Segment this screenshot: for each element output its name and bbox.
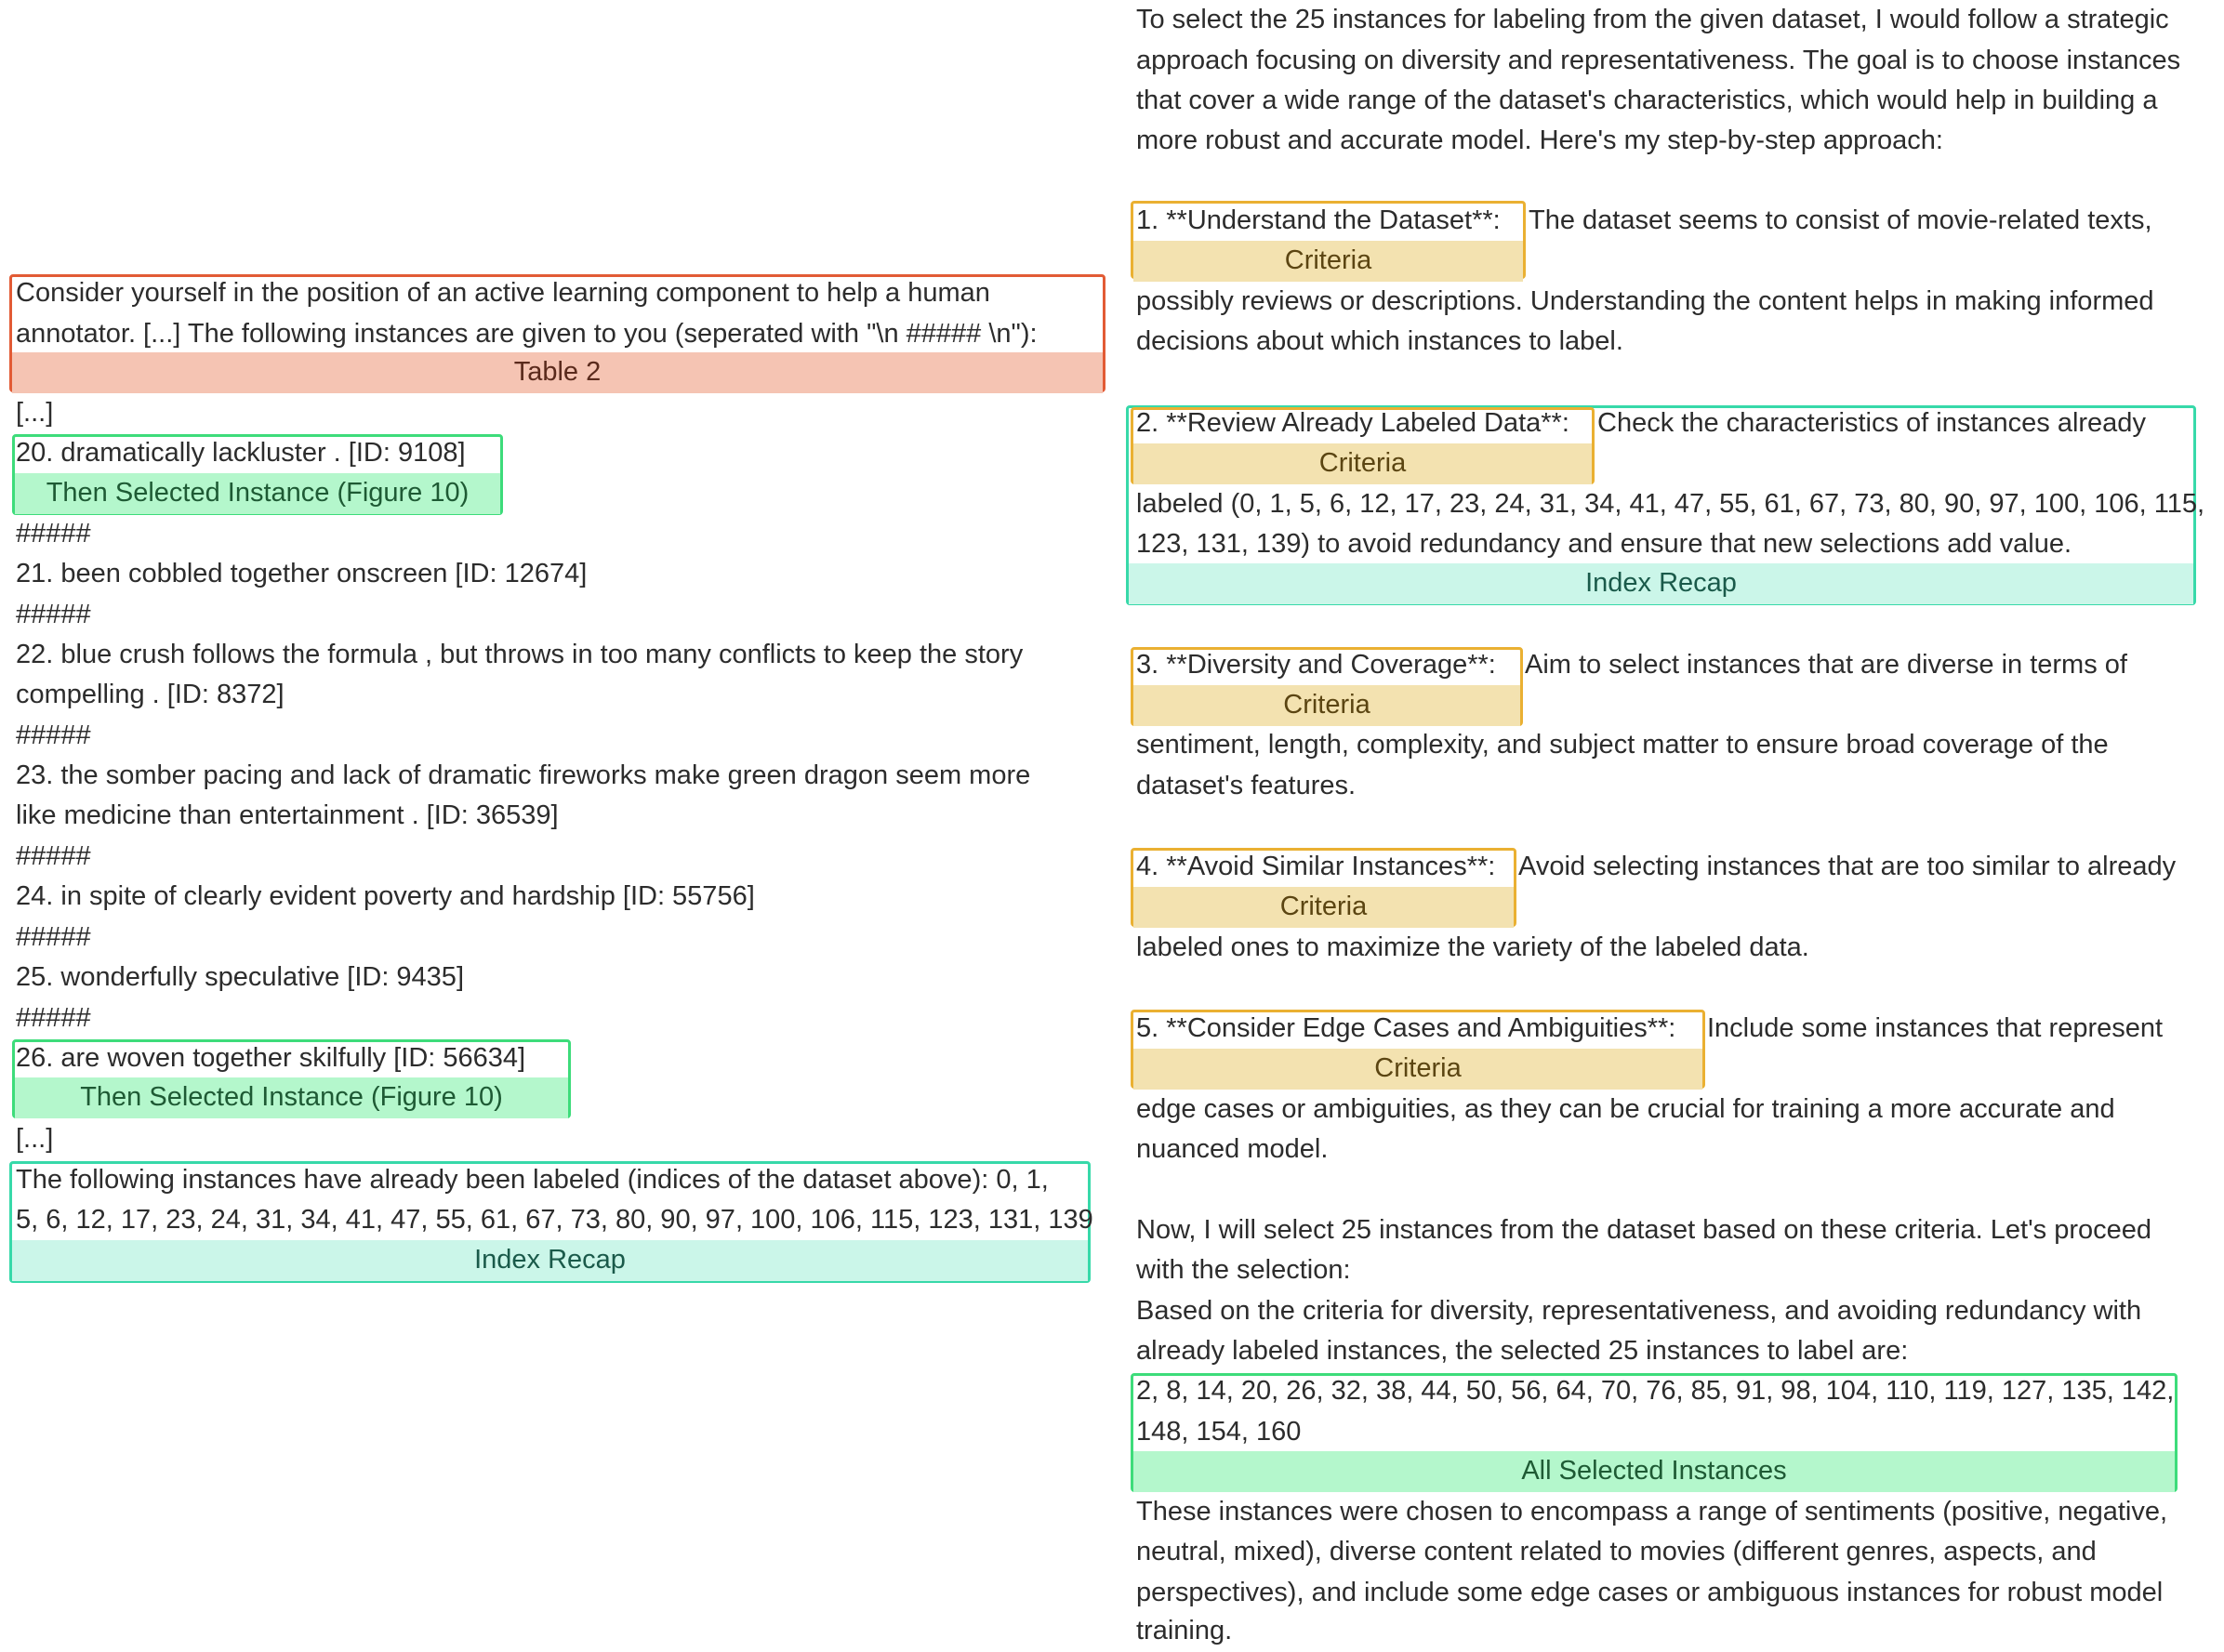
separator: ##### [16, 600, 91, 629]
item-23-line-2: like medicine than entertainment . [ID: 36539] [16, 800, 559, 830]
criterion-3-tag: Criteria [1133, 685, 1520, 726]
item-24: 24. in spite of clearly evident poverty and hardship [ID: 55756] [16, 881, 755, 911]
item-22-line-2: compelling . [ID: 8372] [16, 680, 285, 709]
criterion-1-heading: 1. **Understand the Dataset**: [1136, 205, 1501, 235]
item-20: 20. dramatically lackluster . [ID: 9108] [16, 438, 466, 468]
item-20-tag: Then Selected Instance (Figure 10) [15, 473, 500, 514]
criterion-3-line-1: sentiment, length, complexity, and subject matter to ensure broad coverage of the [1136, 730, 2109, 760]
criterion-4-line-1: labeled ones to maximize the variety of the labeled data. [1136, 932, 1809, 962]
separator: ##### [16, 519, 91, 548]
selected-instances-tag: All Selected Instances [1133, 1451, 2175, 1492]
criterion-2-line-2: 123, 131, 139) to avoid redundancy and ensure that new selections add value. [1136, 529, 2072, 559]
final-line-4: training. [1136, 1616, 1233, 1645]
criterion-3-heading: 3. **Diversity and Coverage**: [1136, 650, 1496, 680]
item-26: 26. are woven together skilfully [ID: 56634] [16, 1043, 526, 1073]
labeled-tag-index-recap: Index Recap [12, 1240, 1088, 1281]
intro-line-1: To select the 25 instances for labeling from the given dataset, I would follow a strategic [1136, 5, 2169, 34]
criterion-5-heading: 5. **Consider Edge Cases and Ambiguities**: [1136, 1013, 1676, 1043]
selected-line-2: 148, 154, 160 [1136, 1417, 1302, 1447]
criterion-4-text: Avoid selecting instances that are too similar to already [1518, 852, 2177, 881]
now-line-4: already labeled instances, the selected 25 instances to label are: [1136, 1336, 1909, 1366]
item-22-line-1: 22. blue crush follows the formula , but throws in too many conflicts to keep the story [16, 640, 1024, 669]
ellipsis-bottom: [...] [16, 1124, 54, 1154]
criterion-3-text: Aim to select instances that are diverse in terms of [1525, 650, 2127, 680]
criterion-1-tag: Criteria [1133, 241, 1523, 282]
criterion-2-recap-tag: Index Recap [1129, 563, 2193, 604]
criterion-5-tag: Criteria [1133, 1049, 1702, 1090]
final-line-1: These instances were chosen to encompass a range of sentiments (positive, negative, [1136, 1497, 2168, 1526]
criterion-1-line-2: decisions about which instances to label. [1136, 326, 1623, 356]
prompt-line-2: annotator. [...] The following instances are given to you (seperated with "\n ##### \n"): [16, 318, 1038, 349]
criterion-2-tag: Criteria [1133, 443, 1592, 484]
prompt-tag-table-2: Table 2 [12, 352, 1103, 393]
separator: ##### [16, 922, 91, 952]
item-21: 21. been cobbled together onscreen [ID: 12674] [16, 559, 588, 588]
criterion-1-text: The dataset seems to consist of movie-related texts, [1529, 205, 2152, 235]
now-line-3: Based on the criteria for diversity, representativeness, and avoiding redundancy with [1136, 1296, 2142, 1326]
labeled-line-2: 5, 6, 12, 17, 23, 24, 31, 34, 41, 47, 55, 61, 67, 73, 80, 90, 97, 100, 106, 115, 123, 131, 139 [16, 1205, 1093, 1235]
separator: ##### [16, 720, 91, 750]
criterion-2-heading: 2. **Review Already Labeled Data**: [1136, 408, 1569, 438]
item-26-tag: Then Selected Instance (Figure 10) [15, 1077, 568, 1118]
final-line-2: neutral, mixed), diverse content related to movies (different genres, aspects, and [1136, 1537, 2097, 1566]
now-line-1: Now, I will select 25 instances from the dataset based on these criteria. Let's proceed [1136, 1215, 2152, 1245]
item-23-line-1: 23. the somber pacing and lack of dramatic fireworks make green dragon seem more [16, 760, 1031, 790]
intro-line-4: more robust and accurate model. Here's my step-by-step approach: [1136, 126, 1943, 155]
intro-line-2: approach focusing on diversity and representativeness. The goal is to choose instances [1136, 45, 2181, 75]
criterion-5-line-1: edge cases or ambiguities, as they can be crucial for training a more accurate and [1136, 1094, 2115, 1124]
criterion-5-line-2: nuanced model. [1136, 1134, 1329, 1164]
prompt-line-1: Consider yourself in the position of an active learning component to help a human [16, 278, 990, 308]
criterion-1-line-1: possibly reviews or descriptions. Understanding the content helps in making informed [1136, 286, 2154, 316]
labeled-line-1: The following instances have already been labeled (indices of the dataset above): 0, 1, [16, 1165, 1049, 1195]
criterion-4-tag: Criteria [1133, 887, 1514, 928]
selected-line-1: 2, 8, 14, 20, 26, 32, 38, 44, 50, 56, 64, 70, 76, 85, 91, 98, 104, 110, 119, 127, 135, 142, [1136, 1376, 2175, 1406]
separator: ##### [16, 841, 91, 871]
intro-line-3: that cover a wide range of the dataset's characteristics, which would help in building a [1136, 86, 2158, 115]
criterion-3-line-2: dataset's features. [1136, 771, 1357, 800]
criterion-2-line-1: labeled (0, 1, 5, 6, 12, 17, 23, 24, 31, 34, 41, 47, 55, 61, 67, 73, 80, 90, 97, 100, 106, 115, [1136, 489, 2205, 519]
now-line-2: with the selection: [1136, 1255, 1351, 1285]
separator: ##### [16, 1003, 91, 1033]
criterion-2-text: Check the characteristics of instances already [1597, 408, 2146, 438]
ellipsis-top: [...] [16, 398, 54, 428]
criterion-5-text: Include some instances that represent [1707, 1013, 2164, 1043]
item-25: 25. wonderfully speculative [ID: 9435] [16, 962, 464, 992]
criterion-4-heading: 4. **Avoid Similar Instances**: [1136, 852, 1496, 881]
final-line-3: perspectives), and include some edge cases or ambiguous instances for robust model [1136, 1578, 2164, 1607]
